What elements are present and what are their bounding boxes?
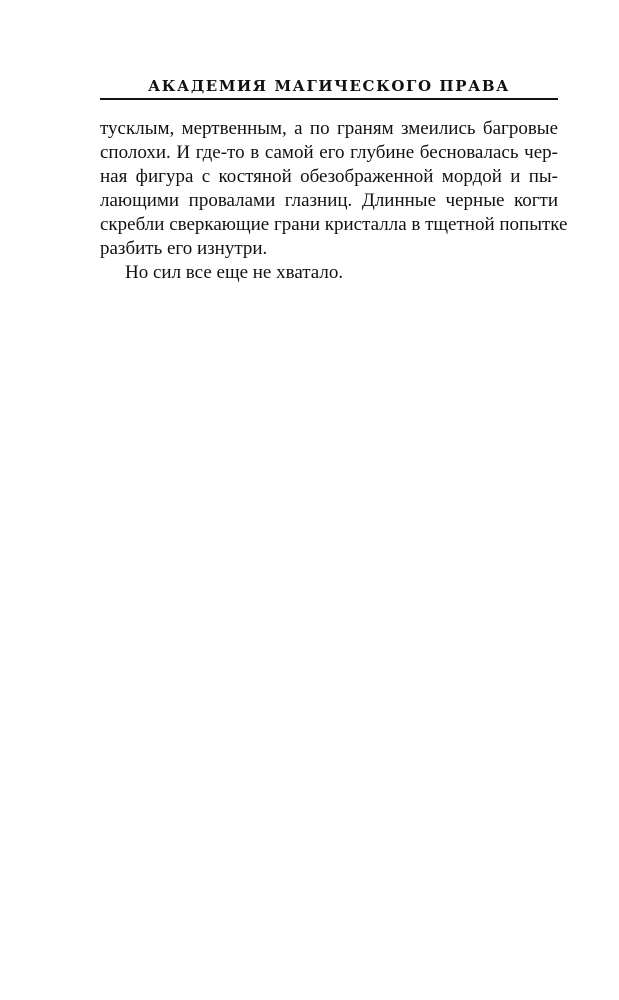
running-head: АКАДЕМИЯ МАГИЧЕСКОГО ПРАВА (147, 77, 510, 95)
text-line: тусклым, мертвенным, а по граням змеились багровые (100, 118, 558, 139)
running-head-rule (100, 98, 558, 100)
text-line: скребли сверкающие грани кристалла в тщетной попытке (100, 214, 568, 235)
text-line: лающими провалами глазниц. Длинные черные когти (100, 190, 558, 211)
text-line: сполохи. И где-то в самой его глубине бесновалась чер- (100, 142, 558, 163)
paragraph-line: Но сил все еще не хватало. (125, 262, 344, 283)
text-line: ная фигура с костяной обезображенной мордой и пы- (100, 166, 558, 187)
body-text (100, 117, 568, 285)
text-line: разбить его изнутри. (100, 238, 268, 259)
